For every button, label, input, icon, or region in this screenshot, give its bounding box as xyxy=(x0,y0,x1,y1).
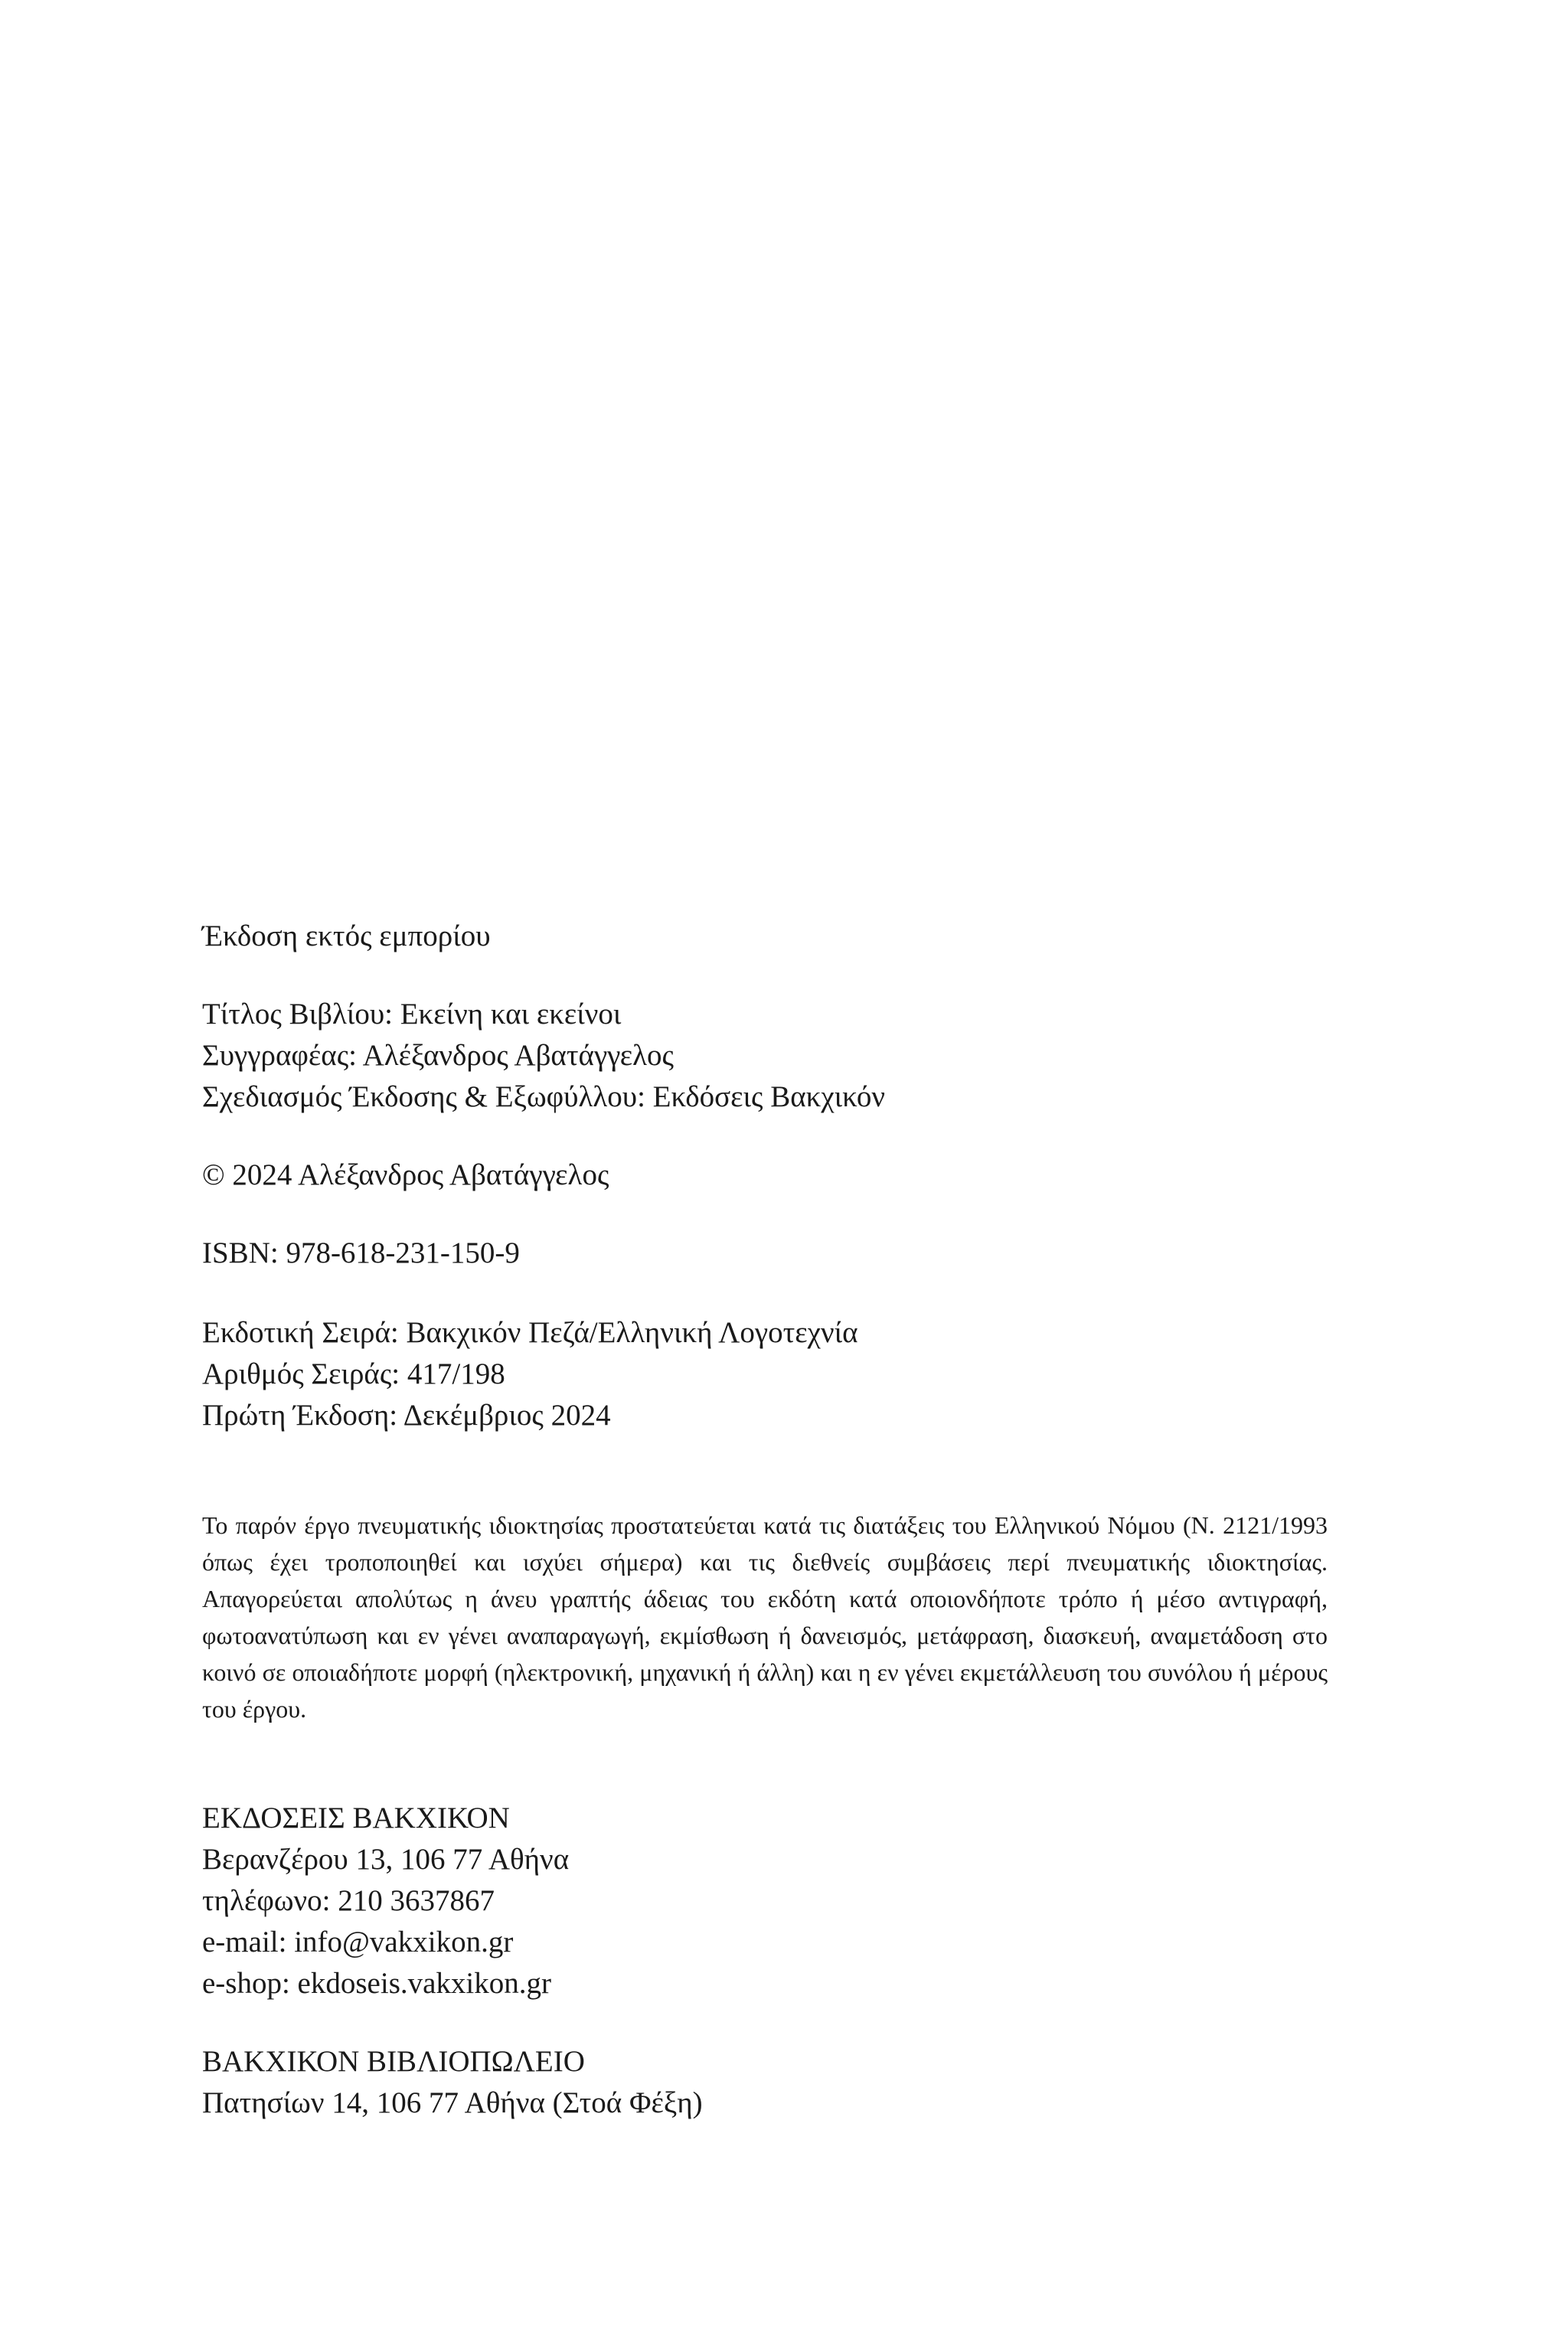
bookstore-address: Πατησίων 14, 106 77 Αθήνα (Στοά Φέξη) xyxy=(202,2086,703,2119)
publisher-name: ΕΚΔΟΣΕΙΣ ΒΑΚΧΙΚΟΝ xyxy=(202,1802,510,1834)
edition-note: Έκδοση εκτός εμπορίου xyxy=(202,920,491,952)
bookstore-name: ΒΑΚΧΙΚΟΝ ΒΙΒΛΙΟΠΩΛΕΙΟ xyxy=(202,2045,585,2078)
design-line: Σχεδιασμός Έκδοσης & Εξωφύλλου: Εκδόσεις Βακχικόν xyxy=(202,1080,886,1113)
first-edition-line: Πρώτη Έκδοση: Δεκέμβριος 2024 xyxy=(202,1399,611,1432)
publisher-address: Βερανζέρου 13, 106 77 Αθήνα xyxy=(202,1843,570,1876)
isbn-line: ISBN: 978-618-231-150-9 xyxy=(202,1236,520,1269)
book-title-line: Τίτλος Βιβλίου: Εκείνη και εκείνοι xyxy=(202,998,622,1031)
series-line: Εκδοτική Σειρά: Βακχικόν Πεζά/Ελληνική Λογοτεχνία xyxy=(202,1316,858,1349)
publisher-eshop: e-shop: ekdoseis.vakxikon.gr xyxy=(202,1967,552,2000)
copyright-line: © 2024 Αλέξανδρος Αβατάγγελος xyxy=(202,1158,609,1191)
publisher-phone: τηλέφωνο: 210 3637867 xyxy=(202,1884,495,1917)
legal-notice: Το παρόν έργο πνευματικής ιδιοκτησίας προστατεύεται κατά τις διατάξεις του Ελληνικού Νόμου (Ν. 2121/1993 όπως έχει τροποποιηθεί και ισχύει σήμερα) και τις διεθνείς συμβάσεις περί πνευματικής ιδιοκτησίας. Απαγορεύεται απολύτως η άνευ γραπτής άδειας του εκδότη κατά οποιονδήποτε τρόπο ή μέσο αντιγραφή, φωτοανατύπωση και εν γένει αναπαραγωγή, εκμίσθωση ή δανεισμός, μετάφραση, διασκευή, αναμετάδοση στο κοινό σε οποιαδήποτε μορφή (ηλεκτρονική, μηχανική ή άλλη) και η εν γένει εκμετάλλευση του συνόλου ή μέρους του έργου. xyxy=(202,1511,1328,1723)
series-number-line: Αριθμός Σειράς: 417/198 xyxy=(202,1357,505,1390)
publisher-email: e-mail: info@vakxikon.gr xyxy=(202,1926,514,1958)
author-line: Συγγραφέας: Αλέξανδρος Αβατάγγελος xyxy=(202,1039,674,1072)
